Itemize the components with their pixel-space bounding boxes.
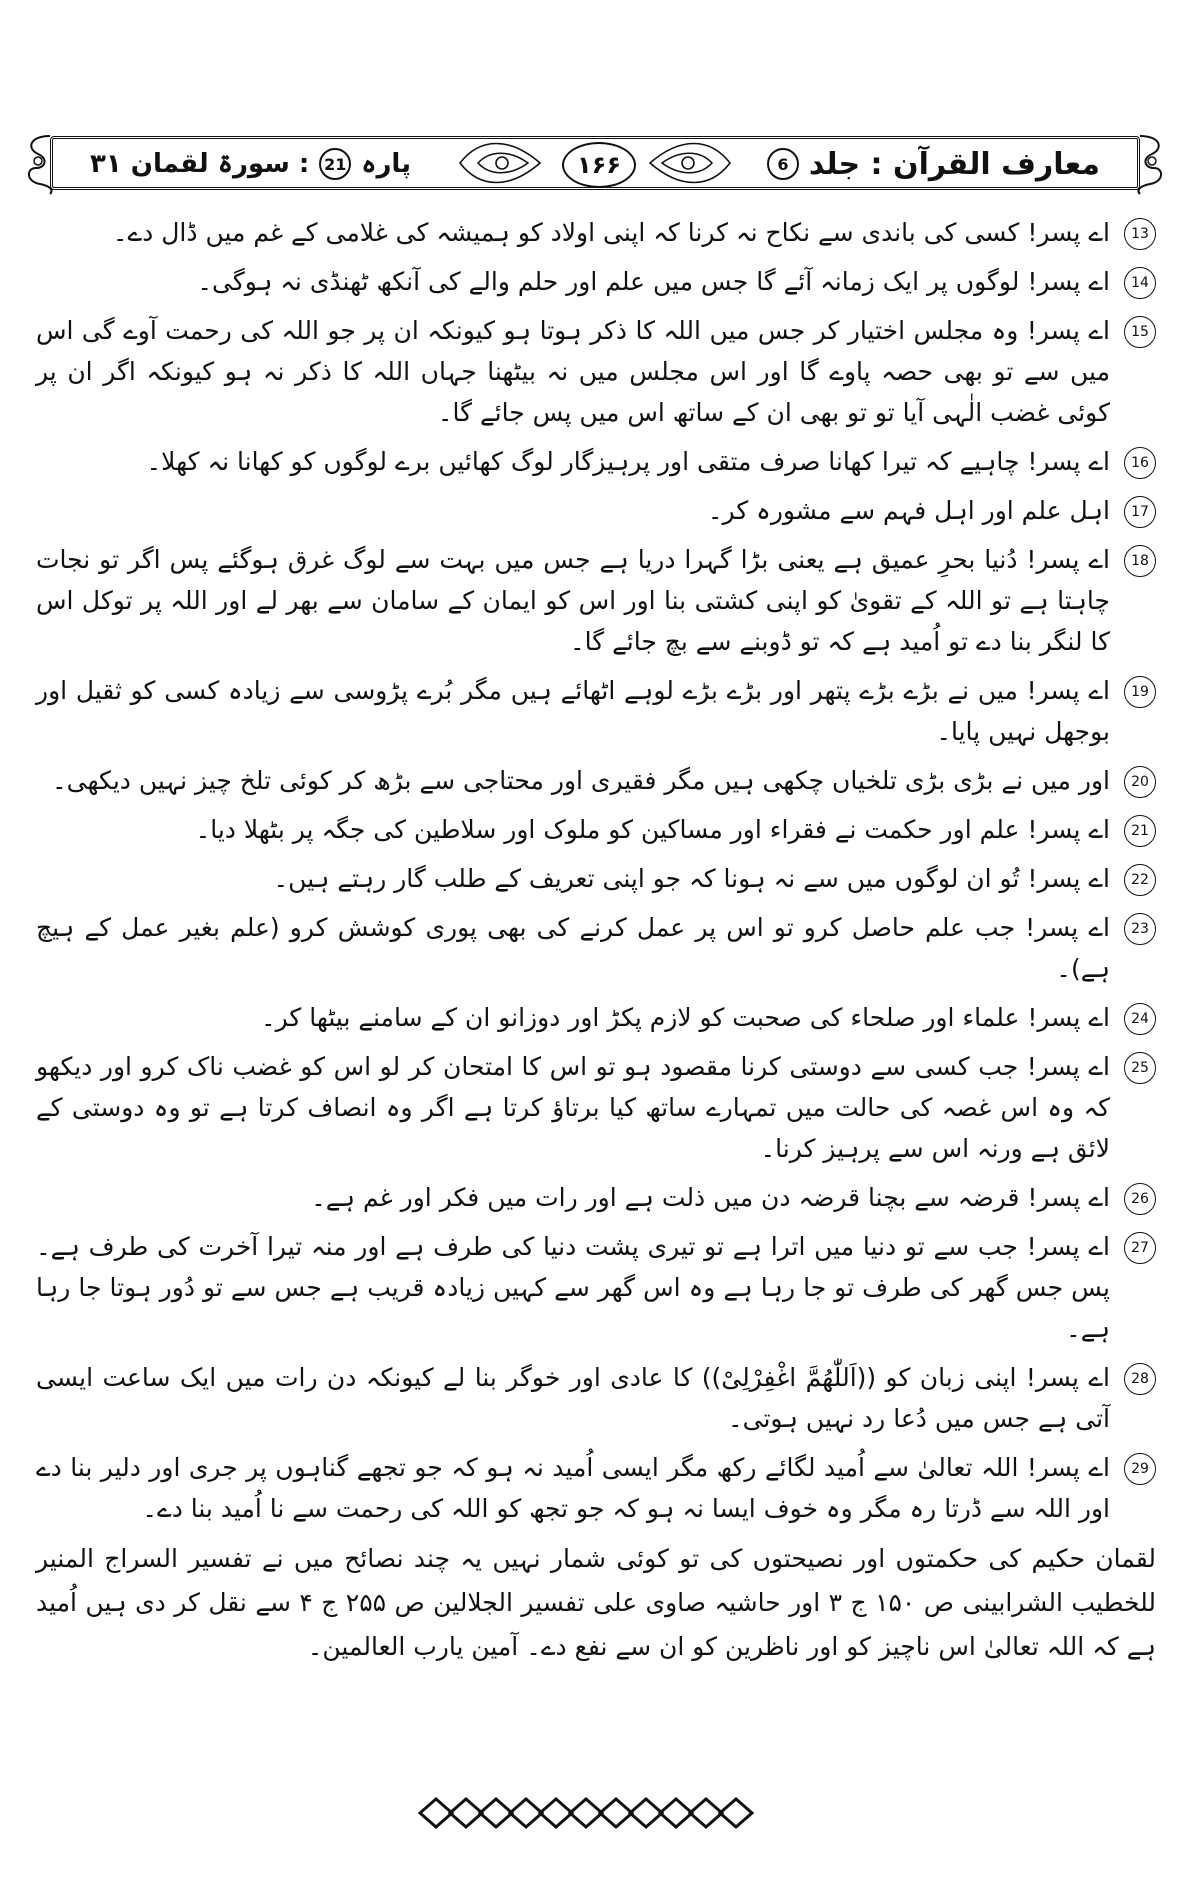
item-number: 13 <box>1124 218 1156 250</box>
advice-item <box>36 1177 1156 1218</box>
advice-item <box>36 997 1156 1038</box>
advice-item <box>36 490 1156 531</box>
advice-item <box>36 261 1156 302</box>
para-number-badge: 21 <box>319 148 351 180</box>
page-header <box>20 128 1170 198</box>
item-number: 28 <box>1124 1363 1156 1395</box>
item-text: اے پسر! علماء اور صلحاء کی صحبت کو لازم پکڑ اور دوزانو ان کے سامنے بیٹھا کر۔ <box>260 1003 1110 1032</box>
page-number: ۱۶۶ <box>562 142 636 188</box>
surah-name: : سورۃ لقمان ۳۱ <box>90 149 310 179</box>
advice-item <box>36 760 1156 801</box>
item-text: اے پسر! اللہ تعالیٰ سے اُمید لگائے رکھ مگر ایسی اُمید نہ ہو کہ جو تجھے گناہوں پر جری اور دلیر بنا دے اور اللہ سے ڈرتا رہ مگر وہ خوف ایسا نہ ہو کہ جو تجھ کو اللہ کی رحمت سے نا اُمید بنا دے۔ <box>36 1453 1110 1523</box>
item-number: 21 <box>1124 815 1156 847</box>
advice-item <box>36 1447 1156 1529</box>
advice-item <box>36 809 1156 850</box>
item-number: 19 <box>1124 676 1156 708</box>
item-number: 20 <box>1124 766 1156 798</box>
advice-item <box>36 858 1156 899</box>
item-text: اے پسر! اپنی زبان کو ((اَللّٰھُمَّ اغْفِرْلِیْ)) کا عادی اور خوگر بنا لے کیونکہ دن رات میں ایک ساعت ایسی آتی ہے جس میں دُعا رد نہیں ہوتی۔ <box>36 1363 1110 1433</box>
para-info <box>90 142 411 186</box>
advice-item <box>36 212 1156 253</box>
advice-item <box>36 310 1156 433</box>
item-number: 18 <box>1124 545 1156 577</box>
item-number: 29 <box>1124 1453 1156 1485</box>
advice-item <box>36 1226 1156 1349</box>
item-text: اے پسر! کسی کی باندی سے نکاح نہ کرنا کہ اپنی اولاد کو ہمیشہ کی غلامی کے غم میں ڈال دے۔ <box>112 218 1110 247</box>
item-text: اے پسر! تُو ان لوگوں میں سے نہ ہونا کہ جو اپنی تعریف کے طلب گار رہتے ہیں۔ <box>273 864 1110 893</box>
item-number: 24 <box>1124 1003 1156 1035</box>
header-ornament <box>450 132 740 194</box>
item-number: 25 <box>1124 1052 1156 1084</box>
item-text: اور میں نے بڑی بڑی تلخیاں چکھی ہیں مگر فقیری اور محتاجی سے بڑھ کر کوئی تلخ چیز نہیں دیکھی۔ <box>52 766 1110 795</box>
advice-item <box>36 441 1156 482</box>
para-label: پارہ <box>361 149 411 179</box>
item-number: 16 <box>1124 447 1156 479</box>
item-text: اے پسر! میں نے بڑے بڑے پتھر اور بڑے بڑے لوہے اٹھائے ہیں مگر بُرے پڑوسی سے زیادہ کسی کو ثقیل اور بوجھل نہیں پایا۔ <box>36 676 1110 746</box>
item-text: اہل علم اور اہل فہم سے مشورہ کر۔ <box>707 496 1110 525</box>
item-text: اے پسر! جب کسی سے دوستی کرنا مقصود ہو تو اس کا امتحان کر لو اس کو غضب ناک کرو اور دیکھو کہ وہ اس غصہ کی حالت میں تمہارے ساتھ کیا برتاؤ کرتا ہے اگر وہ انصاف کرتا ہے تو وہ دوستی کے لائق ہے ورنہ اس سے پرہیز کرنا۔ <box>36 1052 1110 1163</box>
advice-item <box>36 1357 1156 1439</box>
item-number: 23 <box>1124 913 1156 945</box>
item-number: 15 <box>1124 316 1156 348</box>
item-number: 26 <box>1124 1183 1156 1215</box>
item-text: اے پسر! جب سے تو دنیا میں اترا ہے تو تیری پشت دنیا کی طرف ہے اور منہ تیرا آخرت کی طرف ہے۔ پس جس گھر کی طرف تو جا رہا ہے وہ اس گھر سے کہیں زیادہ قریب ہے جس سے تو دُور ہوتا جا رہا ہے۔ <box>36 1232 1110 1343</box>
item-text: اے پسر! وہ مجلس اختیار کر جس میں اللہ کا ذکر ہوتا ہو کیونکہ ان پر جو اللہ کی رحمت آوے گی اس میں سے تو بھی حصہ پاوے گا اور اس مجلس میں نہ بیٹھنا جہاں اللہ کا ذکر نہ ہو کیونکہ اگر ان پر کوئی غضب الٰہی آیا تو تو بھی ان کے ساتھ اس میں پس جائے گا۔ <box>36 316 1110 427</box>
advice-item <box>36 1046 1156 1169</box>
item-text: اے پسر! جب علم حاصل کرو تو اس پر عمل کرنے کی بھی پوری کوشش کرو (علم بغیر عمل کے ہیچ ہے)۔ <box>36 913 1110 983</box>
item-text: اے پسر! دُنیا بحرِ عمیق ہے یعنی بڑا گہرا دریا ہے جس میں بہت سے لوگ غرق ہوگئے پس اگر تو نجات چاہتا ہے تو اللہ کے تقویٰ کو اپنی کشتی بنا اور اس کو ایمان کے سامان سے بھر لے اور اللہ پر توکل اس کا لنگر بنا دے تو اُمید ہے کہ تو ڈوبنے سے بچ جائے گا۔ <box>36 545 1110 656</box>
item-number: 27 <box>1124 1232 1156 1264</box>
book-title <box>767 142 1100 186</box>
item-text: اے پسر! قرضہ سے بچنا قرضہ دن میں ذلت ہے اور رات میں فکر اور غم ہے۔ <box>311 1183 1110 1212</box>
volume-badge: 6 <box>767 148 799 180</box>
conclusion-paragraph: لقمان حکیم کی حکمتوں اور نصیحتوں کی تو کوئی شمار نہیں یہ چند نصائح میں نے تفسیر السراج المنیر للخطیب الشرابینی ص ۱۵۰ ج ۳ اور حاشیہ صاوی علی تفسیر الجلالین ص ۲۵۵ ج ۴ سے نقل کر دی ہیں اُمید ہے کہ اللہ تعالیٰ اس ناچیز کو اور ناظرین کو ان سے نفع دے۔ آمین یارب العالمین۔ <box>36 1544 1156 1661</box>
item-text: اے پسر! علم اور حکمت نے فقراء اور مساکین کو ملوک اور سلاطین کی جگہ پر بٹھلا دیا۔ <box>195 815 1110 844</box>
advice-item <box>36 907 1156 989</box>
item-number: 17 <box>1124 496 1156 528</box>
advice-item <box>36 670 1156 752</box>
book-title-text: معارف القرآن : جلد <box>808 146 1100 182</box>
page-content <box>36 212 1156 1694</box>
advice-item <box>36 539 1156 662</box>
item-number: 14 <box>1124 267 1156 299</box>
diamond-chain-ornament-icon <box>410 1793 770 1833</box>
item-number: 22 <box>1124 864 1156 896</box>
item-text: اے پسر! لوگوں پر ایک زمانہ آئے گا جس میں علم اور حلم والے کی آنکھ ٹھنڈی نہ ہوگی۔ <box>197 267 1110 296</box>
item-text: اے پسر! چاہیے کہ تیرا کھانا صرف متقی اور پرہیزگار لوگ کھائیں برے لوگوں کو کھانا نہ کھلا۔ <box>146 447 1110 476</box>
